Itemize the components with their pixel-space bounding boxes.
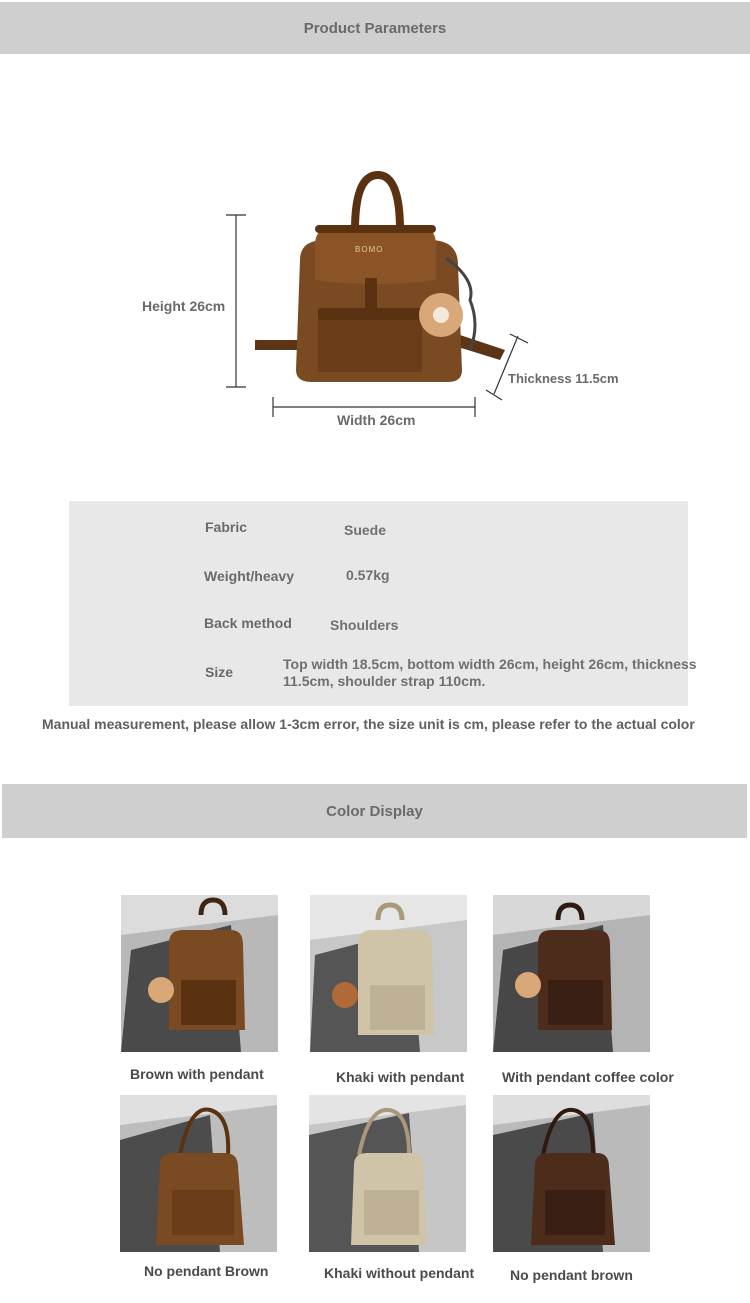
size-value: Top width 18.5cm, bottom width 26cm, height 26cm, thickness 11.5cm, shoulder strap 110cm. [283,656,697,689]
width-label: Width 26cm [337,412,416,428]
product-parameters-banner [0,2,750,54]
caption-coffee-pendant: With pendant coffee color [502,1069,674,1085]
khaki-pendant-photo [310,895,467,1052]
size-label: Size [205,664,234,680]
coffee-pendant-photo [493,895,650,1052]
brown-pendant-photo [121,895,278,1052]
color-option-coffee-pendant[interactable] [493,895,650,1052]
no-pendant-coffee-photo [493,1095,650,1252]
caption-khaki-no-pendant: Khaki without pendant [324,1265,475,1281]
caption-khaki-pendant: Khaki with pendant [336,1069,465,1085]
fabric-value: Suede [344,522,387,538]
back-method-label: Back method [204,615,292,631]
bag-logo: BOMO [355,245,384,254]
weight-label: Weight/heavy [204,568,294,584]
backpack-diagram-image [0,150,750,450]
color-option-khaki-pendant[interactable] [310,895,467,1052]
caption-no-pendant-brown: No pendant Brown [144,1263,269,1279]
color-option-brown-pendant[interactable] [121,895,278,1052]
caption-brown-pendant: Brown with pendant [130,1066,264,1082]
color-display-title: Color Display [326,802,423,820]
weight-value: 0.57kg [346,567,390,583]
fabric-label: Fabric [205,519,248,535]
color-option-khaki-no-pendant[interactable] [309,1095,466,1252]
product-parameters-title: Product Parameters [303,19,447,37]
no-pendant-brown-photo [120,1095,277,1252]
color-option-no-pendant-brown[interactable] [120,1095,277,1252]
color-display-banner [2,784,747,838]
backpack-illustration [255,175,505,382]
dimension-diagram [0,150,750,450]
khaki-no-pendant-photo [309,1095,466,1252]
back-method-value: Shoulders [330,617,399,633]
color-option-no-pendant-coffee[interactable] [493,1095,650,1252]
caption-no-pendant-coffee: No pendant brown [510,1267,633,1283]
height-label: Height 26cm [142,298,226,314]
thickness-label: Thickness 11.5cm [508,371,619,386]
measurement-note: Manual measurement, please allow 1-3cm error, the size unit is cm, please refer to the actual color [42,716,695,732]
